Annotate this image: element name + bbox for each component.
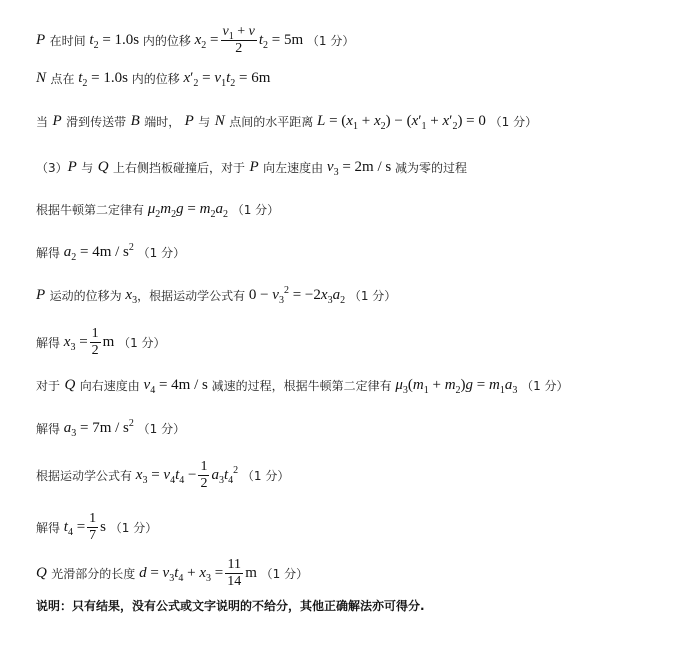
solution-line-10: 解得 $a_3 = 7m / s^2$ （1 分）: [36, 418, 186, 439]
solution-line-7: P 运动的位移为 $x_3$ ，根据运动学公式有 $0 - v_3^2 = -2x_3a_2$ （1 分）: [36, 285, 397, 306]
grading-note: 说明：只有结果，没有公式或文字说明的不给分，其他正确解法亦可得分.: [36, 599, 425, 613]
solution-line-5: 根据牛顿第二定律有 $\mu_2m_2g = m_2a_2$ （1 分）: [36, 201, 280, 220]
solution-line-6: 解得 $a_2 = 4m / s^2$ （1 分）: [36, 242, 186, 263]
solution-line-1: P 在时间 $t_2 = 1.0s$ 内的位移 $x_2$ = $\frac{v_1 + v}{2}$ $t_2 = 5m$ （1 分）: [36, 24, 355, 56]
solution-line-9: 对于 Q 向右速度由 $v_4 = 4m / s$ 减速的过程，根据牛顿第二定律有 $\mu_3(m_1 + m_2)g = m_1a_3$ （1 分）: [36, 377, 569, 396]
solution-line-13: Q 光滑部分的长度 $d = v_3t_4 + x_3$ = $\frac{11}{14}$ m （1 分）: [36, 557, 309, 589]
fraction-one-half: $\frac{1}{2}$: [91, 326, 99, 358]
fraction-eleven-fourteenths: $\frac{11}{14}$: [227, 557, 242, 589]
fraction-v1-plus-v-over-2: $\frac{v_1 + v}{2}$: [222, 24, 255, 56]
solution-line-11: 根据运动学公式有 $x_3 = v_4t_4$ − $\frac{1}{2}$ $a_3t_4^2$ （1 分）: [36, 459, 290, 491]
fraction-one-seventh: $\frac{1}{7}$: [89, 511, 97, 543]
solution-line-2: N 点在 $t_2 = 1.0s$ 内的位移 $x'_2 = v_1t_2 = 6m$: [36, 70, 271, 89]
fraction-one-half: $\frac{1}{2}$: [200, 459, 208, 491]
solution-line-8: 解得 $x_3$ = $\frac{1}{2}$ m （1 分）: [36, 326, 166, 358]
solution-line-3: 当 P 滑到传送带 B 端时， P 与 N 点间的水平距离 $L = (x_1 + x_2) - (x'_1 + x'_2) = 0$ （1 分）: [36, 113, 538, 132]
solution-line-4: （3） P 与 Q 上右侧挡板碰撞后，对于 P 向左速度由 $v_3 = 2m / s$ 减为零的过程: [36, 159, 467, 178]
solution-line-12: 解得 $t_4$ = $\frac{1}{7}$ s （1 分）: [36, 511, 158, 543]
